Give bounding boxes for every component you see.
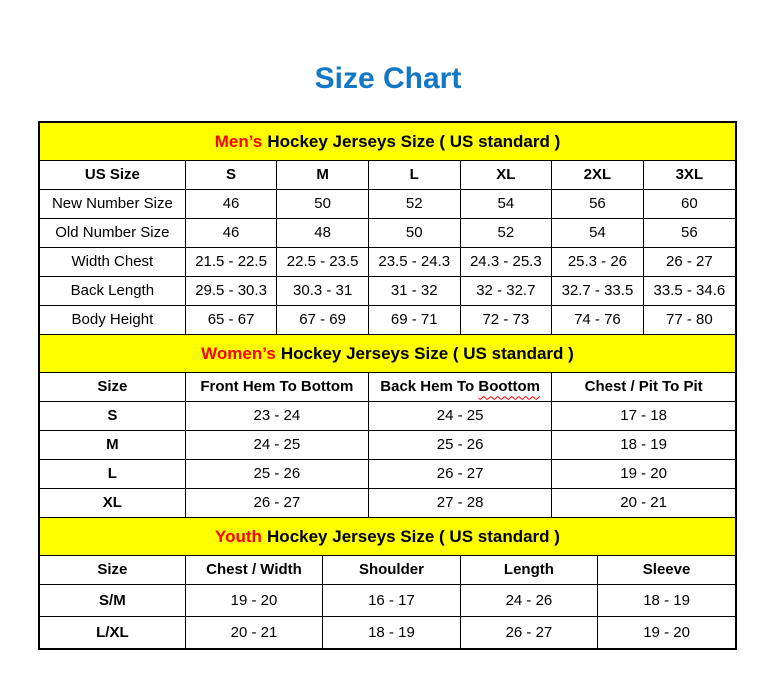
- value-cell: 32 - 32.7: [460, 277, 552, 306]
- value-cell: 56: [552, 190, 644, 219]
- youth-banner-highlight: Youth: [215, 526, 262, 546]
- womens-header-row: [40, 373, 735, 402]
- womens-col-header-prefix: Back Hem To: [380, 378, 475, 396]
- value-cell: 25.3 - 26: [552, 248, 644, 277]
- mens-col-header: XL: [460, 161, 552, 190]
- womens-col-header: [369, 373, 552, 402]
- table-row: [40, 460, 735, 489]
- value-cell: 25 - 26: [185, 460, 368, 489]
- table-row: [40, 306, 735, 335]
- row-label: S/M: [40, 585, 185, 617]
- value-cell: 30.3 - 31: [277, 277, 369, 306]
- row-label: L/XL: [40, 617, 185, 649]
- page-title: Size Chart: [314, 62, 462, 95]
- value-cell: 26 - 27: [369, 460, 552, 489]
- value-cell: 60: [643, 190, 735, 219]
- womens-banner-text: Hockey Jerseys Size ( US standard ): [280, 343, 574, 363]
- row-label: L: [40, 460, 185, 489]
- mens-header-row: [40, 161, 735, 190]
- value-cell: 24 - 25: [369, 402, 552, 431]
- row-label: Old Number Size: [40, 219, 185, 248]
- value-cell: 19 - 20: [598, 617, 735, 649]
- mens-banner-highlight: Men’s: [214, 131, 263, 151]
- size-chart: [38, 121, 737, 650]
- mens-section-banner: [40, 123, 735, 161]
- value-cell: 26 - 27: [643, 248, 735, 277]
- youth-section-banner: [40, 517, 735, 556]
- value-cell: 31 - 32: [368, 277, 460, 306]
- value-cell: 33.5 - 34.6: [643, 277, 735, 306]
- table-row: [40, 489, 735, 518]
- value-cell: 16 - 17: [323, 585, 460, 617]
- value-cell: 69 - 71: [368, 306, 460, 335]
- value-cell: 48: [277, 219, 369, 248]
- value-cell: 18 - 19: [598, 585, 735, 617]
- womens-size-table: [40, 373, 735, 517]
- value-cell: 17 - 18: [552, 402, 735, 431]
- value-cell: 20 - 21: [552, 489, 735, 518]
- value-cell: 46: [185, 219, 277, 248]
- value-cell: 50: [277, 190, 369, 219]
- table-row: [40, 402, 735, 431]
- youth-col-header: Length: [460, 556, 597, 585]
- value-cell: 52: [368, 190, 460, 219]
- mens-col-header: S: [185, 161, 277, 190]
- youth-size-table: [40, 556, 735, 648]
- value-cell: 29.5 - 30.3: [185, 277, 277, 306]
- value-cell: 72 - 73: [460, 306, 552, 335]
- value-cell: 21.5 - 22.5: [185, 248, 277, 277]
- womens-section-banner: [40, 334, 735, 373]
- value-cell: 24 - 26: [460, 585, 597, 617]
- womens-col-header: Size: [40, 373, 185, 402]
- value-cell: 52: [460, 219, 552, 248]
- value-cell: 19 - 20: [552, 460, 735, 489]
- value-cell: 54: [460, 190, 552, 219]
- value-cell: 24.3 - 25.3: [460, 248, 552, 277]
- misspelled-word: Boottom: [478, 378, 541, 396]
- youth-col-header: Chest / Width: [185, 556, 322, 585]
- value-cell: 23.5 - 24.3: [368, 248, 460, 277]
- value-cell: 50: [368, 219, 460, 248]
- mens-col-header: 2XL: [552, 161, 644, 190]
- value-cell: 26 - 27: [460, 617, 597, 649]
- row-label: S: [40, 402, 185, 431]
- table-row: [40, 219, 735, 248]
- youth-header-row: [40, 556, 735, 585]
- row-label: M: [40, 431, 185, 460]
- value-cell: 18 - 19: [323, 617, 460, 649]
- womens-col-header: Chest / Pit To Pit: [552, 373, 735, 402]
- table-row: [40, 431, 735, 460]
- value-cell: 25 - 26: [369, 431, 552, 460]
- value-cell: 56: [643, 219, 735, 248]
- youth-banner-text: Hockey Jerseys Size ( US standard ): [267, 526, 560, 546]
- value-cell: 74 - 76: [552, 306, 644, 335]
- table-row: [40, 248, 735, 277]
- mens-size-table: [40, 161, 735, 334]
- value-cell: 24 - 25: [185, 431, 368, 460]
- table-row: [40, 277, 735, 306]
- value-cell: 77 - 80: [643, 306, 735, 335]
- value-cell: 65 - 67: [185, 306, 277, 335]
- mens-banner-text: Hockey Jerseys Size ( US standard ): [267, 131, 561, 151]
- youth-col-header: Shoulder: [323, 556, 460, 585]
- row-label: Back Length: [40, 277, 185, 306]
- mens-col-header: 3XL: [643, 161, 735, 190]
- mens-col-header: US Size: [40, 161, 185, 190]
- table-row: [40, 190, 735, 219]
- value-cell: 46: [185, 190, 277, 219]
- womens-banner-highlight: Women’s: [201, 343, 276, 363]
- table-row: [40, 617, 735, 649]
- row-label: Body Height: [40, 306, 185, 335]
- row-label: Width Chest: [40, 248, 185, 277]
- womens-col-header: Front Hem To Bottom: [185, 373, 368, 402]
- mens-col-header: M: [277, 161, 369, 190]
- youth-col-header: Size: [40, 556, 185, 585]
- value-cell: 19 - 20: [185, 585, 322, 617]
- row-label: XL: [40, 489, 185, 518]
- youth-col-header: Sleeve: [598, 556, 735, 585]
- value-cell: 67 - 69: [277, 306, 369, 335]
- row-label: New Number Size: [40, 190, 185, 219]
- value-cell: 27 - 28: [369, 489, 552, 518]
- value-cell: 26 - 27: [185, 489, 368, 518]
- value-cell: 54: [552, 219, 644, 248]
- mens-col-header: L: [368, 161, 460, 190]
- value-cell: 23 - 24: [185, 402, 368, 431]
- value-cell: 20 - 21: [185, 617, 322, 649]
- value-cell: 22.5 - 23.5: [277, 248, 369, 277]
- value-cell: 32.7 - 33.5: [552, 277, 644, 306]
- value-cell: 18 - 19: [552, 431, 735, 460]
- table-row: [40, 585, 735, 617]
